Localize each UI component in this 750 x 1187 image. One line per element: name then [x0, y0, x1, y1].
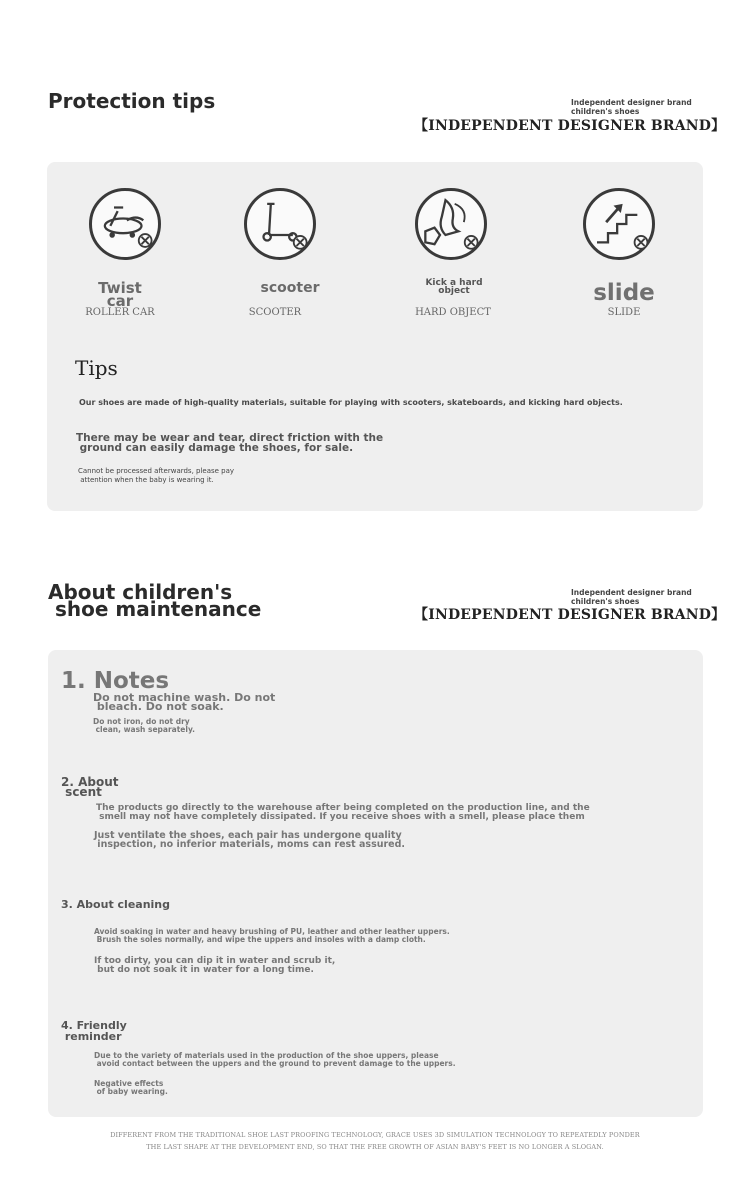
icon-sub-hard-object: HARD OBJECT — [415, 307, 491, 318]
scent-line-2: Just ventilate the shoes, each pair has undergone quality inspection, no inferior materials, moms can rest assured. — [94, 830, 406, 850]
kick-hard-object-icon — [415, 188, 487, 260]
footer-slogan: DIFFERENT FROM THE TRADITIONAL SHOE LAST PROOFING TECHNOLOGY, GRACE USES 3D SIMULATION TECHNOLOGY TO REPEATEDLY PONDER THE LAST SHAPE AT THE DEVELOPMENT END, SO THAT THE FREE GROWTH OF ASIAN BABY'S FEET IS NO LONGER A SLOGAN. — [110, 1131, 640, 1151]
reminder-line-1: Due to the variety of materials used in the production of the shoe uppers, please avoid contact between the uppers and the ground to prevent damage to the uppers. — [94, 1051, 456, 1068]
icon-sub-slide: SLIDE — [607, 307, 641, 318]
icon-label-twist-car: Twist car — [98, 279, 142, 310]
maintenance-title: About children's shoe maintenance — [48, 580, 262, 621]
icon-sub-roller-car: ROLLER CAR — [85, 307, 155, 318]
cleaning-heading: 3. About cleaning — [61, 898, 171, 911]
scooter-icon — [244, 188, 316, 260]
notes-line-2: Do not iron, do not dry clean, wash separately. — [93, 717, 196, 734]
cleaning-line-1: Avoid soaking in water and heavy brushing of PU, leather and other leather uppers. Brush the soles normally, and wipe the uppers and insoles with a damp cloth. — [94, 927, 450, 944]
tips-line-2: There may be wear and tear, direct friction with the ground can easily damage the shoes, for sale. — [76, 432, 384, 454]
notes-heading: 1. Notes — [61, 668, 170, 694]
icon-label-slide: slide — [593, 280, 655, 306]
scent-heading: 2. About scent — [61, 775, 119, 799]
cleaning-line-2: If too dirty, you can dip it in water and scrub it, but do not soak it in water for a long time. — [94, 956, 336, 975]
icon-label-scooter: scooter — [260, 280, 320, 296]
brand-tagline: Independent designer brand children's shoes — [571, 98, 692, 116]
brand-name: 【INDEPENDENT DESIGNER BRAND】 — [414, 118, 726, 134]
notes-line-1: Do not machine wash. Do not bleach. Do not soak. — [93, 691, 276, 713]
tips-line-3: Cannot be processed afterwards, please pay attention when the baby is wearing it. — [78, 467, 235, 484]
tips-line-1: Our shoes are made of high-quality materials, suitable for playing with scooters, skateboards, and kicking hard objects. — [79, 398, 623, 407]
protection-tips-title: Protection tips — [48, 89, 216, 113]
brand-name-2: 【INDEPENDENT DESIGNER BRAND】 — [414, 607, 726, 623]
tips-heading: Tips — [75, 356, 118, 380]
slide-icon — [583, 188, 655, 260]
icon-sub-scooter: SCOOTER — [248, 307, 302, 318]
brand-tagline-2: Independent designer brand children's shoes — [571, 588, 692, 606]
reminder-heading: 4. Friendly reminder — [61, 1019, 127, 1043]
icon-label-kick-hard-object: Kick a hard object — [425, 278, 483, 296]
scent-line-1: The products go directly to the warehouse after being completed on the production line, and the smell may not have completely dissipated. If you receive shoes with a smell, please place them — [96, 803, 590, 822]
roller-car-icon — [89, 188, 161, 260]
reminder-line-2: Negative effects of baby wearing. — [94, 1079, 168, 1096]
